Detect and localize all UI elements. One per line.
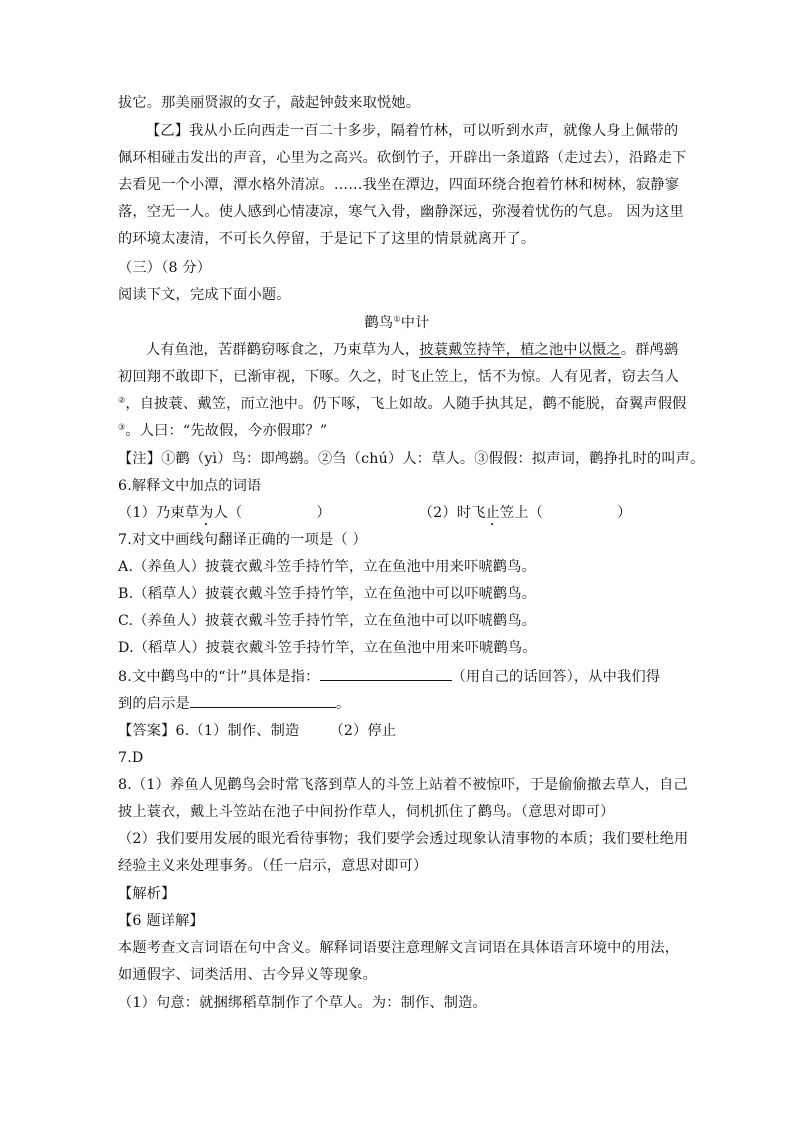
passage-yi-line-3: 去看见一个小潭，潭水格外清凉。……我坐在潭边，四面环绕合抱着竹林和树林，寂静寥: [118, 177, 680, 193]
analysis-line-3: （1）句意：就捆绑稻草制作了个草人。为：制作、制造。: [118, 995, 487, 1011]
passage-yi-line-5: 的环境太凄清，不可长久停留，于是记下了这里的情景就离开了。: [118, 231, 536, 247]
story-line-3: ②，自披蓑、戴笠，而立池中。仍下啄，飞上如故。人随手执其足，鹳不能脱，奋翼声假假: [118, 395, 687, 412]
analysis-line-1: 本题考查文言词语在句中含义。解释词语要注意理解文言词语在具体语言环境中的用法，: [118, 940, 680, 956]
answer-8-line-2: 披上蓑衣，戴上斗笠站在池子中间扮作草人，伺机抓住了鹳鸟。（意思对即可）: [118, 804, 615, 820]
passage-jia-end: 拔它。那美丽贤淑的女子，敲起钟鼓来取悦她。: [118, 95, 421, 111]
answer-6: 【答案】6.（1）制作、制造 （2）停止: [118, 723, 397, 739]
question-7-option-c: C.（养鱼人）披蓑衣戴斗笠手持竹竿，立在鱼池中可以吓唬鹳鸟。: [118, 613, 537, 629]
analysis-line-2: 如通假字、词类活用、古今异义等现象。: [118, 967, 377, 983]
question-7-option-a: A.（养鱼人）披蓑衣戴斗笠手持竹竿，立在鱼池中用来吓唬鹳鸟。: [118, 559, 537, 575]
question-7: 7.对文中画线句翻译正确的一项是（ ）: [118, 532, 367, 548]
question-8-line-2: 到的启示是 。: [118, 693, 350, 714]
story-note: 【注】①鹳（yì）鸟：即鸬鹚。②刍（chú）人：草人。③假假：拟声词，鹳挣扎时的叫声。: [118, 451, 705, 467]
passage-yi-line-4: 落，空无一人。使人感到心情凄凉，寒气入骨，幽静深远，弥漫着忧伤的气息。 因为这里: [118, 204, 684, 220]
story-line-1: 人有鱼池，苦群鹳窃啄食之，乃束草为人，披蓑戴笠持竿，植之池中以慑之。群鸬鹚: [146, 342, 679, 358]
question-6-items: （1）乃束草为人（ ） （2）时飞止笠上（ ）: [118, 505, 632, 521]
question-7-option-d: D.（稻草人）披蓑衣戴斗笠手持竹竿，立在鱼池中用来吓唬鹳鸟。: [118, 640, 537, 656]
answer-8-line-4: 经验主义来处理事务。（任一启示，意思对即可）: [118, 858, 428, 874]
answer-8-line-1: 8.（1）养鱼人见鹳鸟会时常飞落到草人的斗笠上站着不被惊吓，于是偷偷撤去草人，自己: [118, 777, 688, 793]
story-line-2: 初回翔不敢即下，已渐审视，下啄。久之，时飞止笠上，恬不为惊。人有见者，窃去刍人: [118, 369, 680, 385]
section-instruction: 阅读下文，完成下面小题。: [118, 287, 291, 303]
analysis-subheading: 【6 题详解】: [118, 913, 204, 929]
passage-yi-line-2: 佩环相碰击发出的声音，心里为之高兴。砍倒竹子，开辟出一条道路（走过去），沿路走下: [118, 150, 687, 166]
analysis-heading: 【解析】: [118, 886, 176, 902]
underlined-sentence: 披蓑戴笠持竿，植之池中以慑之: [419, 342, 621, 358]
question-6: 6.解释文中加点的词语: [118, 478, 262, 494]
answer-7: 7.D: [118, 750, 144, 766]
question-7-option-b: B.（稻草人）披蓑衣戴斗笠手持竹竿，立在鱼池中可以吓唬鹳鸟。: [118, 586, 537, 602]
question-8-line-1: 8.文中鹳鸟中的“计”具体是指： （用自己的话回答），从中我们得: [118, 666, 660, 687]
section-heading: （三）（8 分）: [118, 260, 212, 276]
passage-yi-line-1: 【乙】我从小丘向西走一百二十多步，隔着竹林，可以听到水声，就像人身上佩带的: [146, 123, 679, 139]
story-title: 鹳鸟①中计: [364, 314, 430, 331]
answer-8-line-3: （2）我们要用发展的眼光看待事物；我们要学会透过现象认清事物的本质；我们要杜绝用: [118, 831, 689, 847]
story-line-4: ③。人曰：“先故假，今亦假耶？”: [118, 422, 328, 439]
